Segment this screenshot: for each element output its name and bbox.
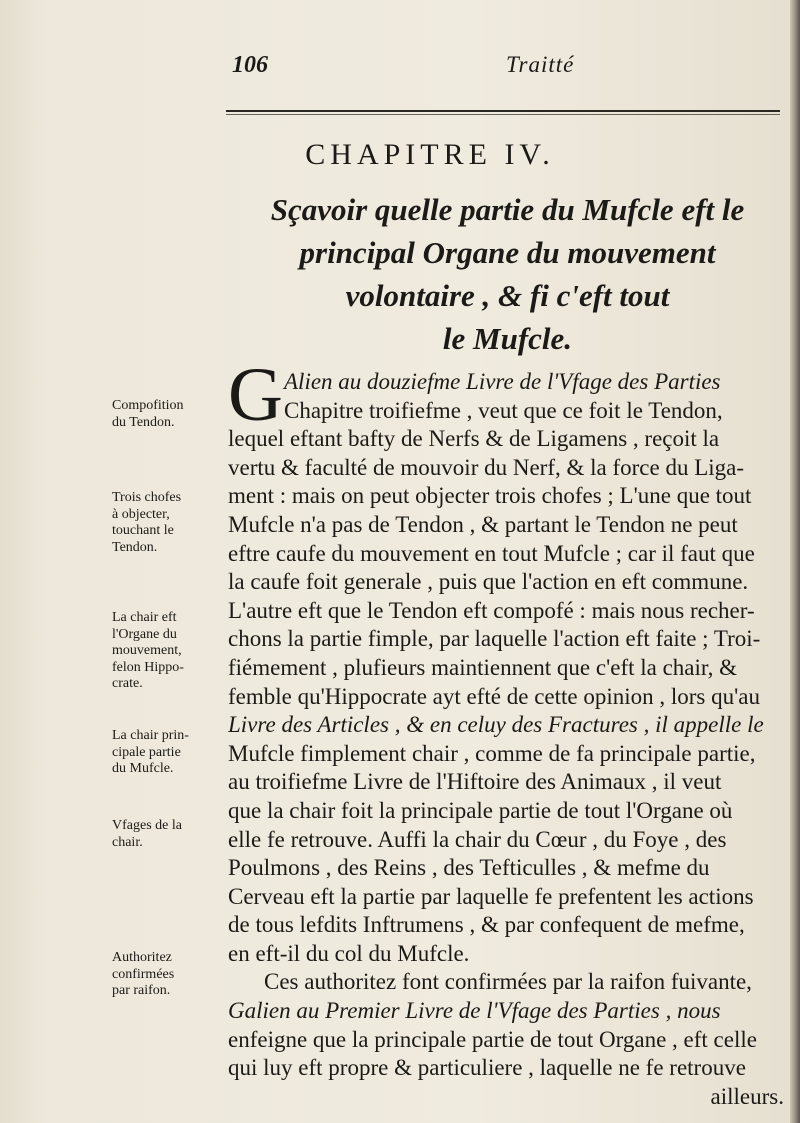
- body-line: enfeigne que la principale partie de tout Organe , eft celle: [228, 1026, 757, 1052]
- sidenote-line: l'Organe du: [112, 626, 177, 642]
- sidenote-line: du Mufcle.: [112, 761, 174, 776]
- sidenote-line: Trois chofes: [112, 490, 182, 505]
- sidenote-line: mouvement,: [112, 643, 182, 658]
- sidenote-line: Tendon.: [112, 539, 158, 555]
- body-line: Cerveau eft la partie par laquelle fe prefentent les actions: [228, 883, 754, 909]
- sidenote-line: du Tendon.: [112, 414, 175, 430]
- sidenote-line: à objecter,: [112, 506, 170, 522]
- body-line: Ces authoritez font confirmées par la raifon fuivante,: [264, 969, 752, 995]
- body-line: ailleurs.: [710, 1083, 784, 1109]
- sidenote-line: chair.: [112, 834, 143, 850]
- body-line: chons la partie fimple, par laquelle l'action eft faite ; Troi-: [228, 626, 761, 652]
- page-edge: [790, 0, 800, 1123]
- chapter-title-line: principal Organe du mouvement: [299, 235, 716, 270]
- body-text: [228, 368, 790, 1111]
- sidenote: [112, 728, 224, 778]
- body-line: lequel eftant bafty de Nerfs & de Ligamens , reçoit la: [228, 426, 720, 452]
- sidenote-line: confirmées: [112, 966, 175, 982]
- body-line: vertu & faculté de mouvoir du Nerf, & la force du Liga-: [228, 454, 745, 480]
- chapter-title: [230, 188, 785, 360]
- body-line: la caufe foit generale , puis que l'action en eft commune.: [228, 569, 749, 595]
- body-line: de tous lefdits Inftrumens , & par confequent de mefme,: [228, 912, 745, 938]
- sidenote: [112, 818, 224, 851]
- body-line: Poulmons , des Reins , des Tefticulles , & mefme du: [228, 855, 710, 881]
- body-line: qui luy eft propre & particuliere , laquelle ne fe retrouve: [228, 1055, 746, 1081]
- sidenote: [112, 610, 224, 693]
- drop-cap: G: [228, 353, 283, 437]
- body-line: Chapitre troifiefme , veut que ce foit le Tendon,: [284, 397, 723, 423]
- sidenote-line: par raifon.: [112, 983, 171, 998]
- body-line: au troifiefme Livre de l'Hiftoire des Animaux , il veut: [228, 769, 722, 795]
- sidenote-line: felon Hippo-: [112, 659, 184, 675]
- chapter-title-line: volontaire , & fi c'eft tout: [345, 278, 670, 313]
- body-line: femble qu'Hippocrate ayt efté de cette opinion , lors qu'au: [228, 683, 760, 709]
- body-line: Livre des Articles , & en celuy des Fractures , il appelle le: [228, 712, 764, 738]
- body-line: en eft-il du col du Mufcle.: [228, 940, 470, 966]
- body-line: Mufcle fimplement chair , comme de fa principale partie,: [228, 740, 756, 766]
- page-number: 106: [232, 52, 268, 78]
- body-line: fiémement , plufieurs maintiennent que c'eft la chair, &: [228, 654, 738, 680]
- sidenote: [112, 398, 224, 431]
- body-line: L'autre eft que le Tendon eft compofé : mais nous recher-: [228, 597, 755, 623]
- chapter-title-line: le Mufcle.: [442, 321, 573, 356]
- header-rule-thin: [226, 114, 780, 115]
- sidenote-line: Authoritez: [112, 950, 172, 965]
- body-line: Alien au douziefme Livre de l'Vfage des Parties: [284, 369, 721, 394]
- body-line: Galien au Premier Livre de l'Vfage des Parties , nous: [228, 998, 721, 1024]
- chapter-number: CHAPITRE IV.: [305, 138, 555, 171]
- running-head: [0, 52, 790, 92]
- chapter-title-line: Sçavoir quelle partie du Mufcle eft le: [270, 192, 745, 227]
- sidenote-line: cipale partie: [112, 744, 181, 760]
- body-line: ment : mais on peut objecter trois chofes ; L'une que tout: [228, 483, 752, 509]
- sidenote: [112, 490, 224, 556]
- sidenote: [112, 950, 224, 1000]
- header-rule: [226, 110, 780, 112]
- sidenote-line: touchant le: [112, 523, 174, 538]
- body-line: Mufcle n'a pas de Tendon , & partant le Tendon ne peut: [228, 511, 738, 537]
- sidenote-line: crate.: [112, 676, 143, 691]
- sidenote-line: La chair eft: [112, 610, 177, 625]
- body-line: que la chair foit la principale partie de tout l'Organe où: [228, 797, 733, 823]
- running-title: Traitté: [506, 52, 575, 77]
- sidenote-line: Compofition: [112, 398, 184, 413]
- sidenote-line: Vfages de la: [112, 818, 182, 833]
- body-line: eftre caufe du mouvement en tout Mufcle ; car il faut que: [228, 540, 755, 566]
- body-line: elle fe retrouve. Auffi la chair du Cœur , du Foye , des: [228, 826, 727, 852]
- sidenote-line: La chair prin-: [112, 728, 189, 743]
